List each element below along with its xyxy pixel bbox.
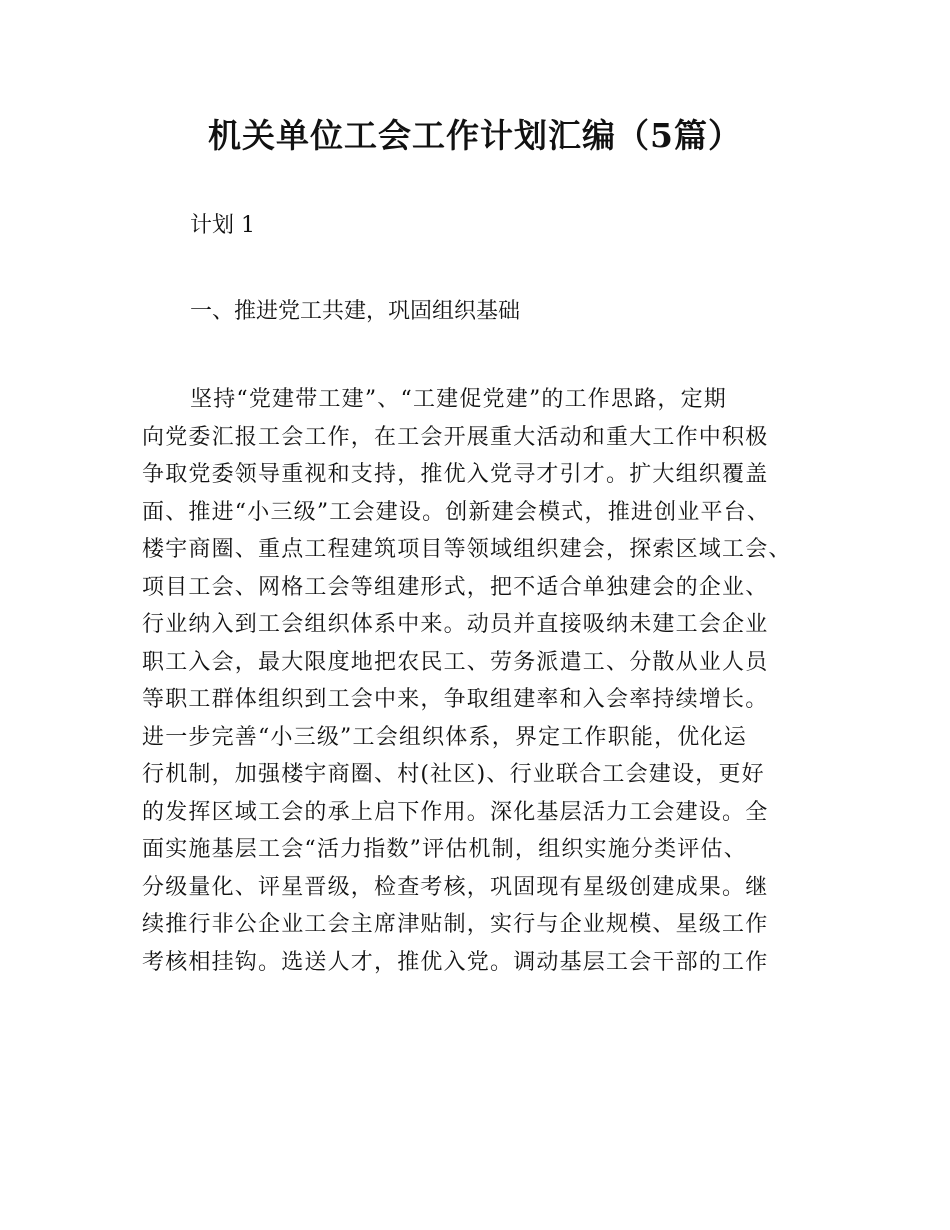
body-line: 进一步完善“小三级”工会组织体系，界定工作职能，优化运 <box>142 724 747 750</box>
body-line: 分级量化、评星晋级，检查考核，巩固现有星级创建成果。继 <box>142 874 769 900</box>
plan-label: 计划 1 <box>190 213 255 238</box>
body-line: 项目工会、网格工会等组建形式，把不适合单独建会的企业、 <box>142 574 769 600</box>
body-line: 的发挥区域工会的承上启下作用。深化基层活力工会建设。全 <box>142 799 769 825</box>
body-line: 向党委汇报工会工作，在工会开展重大活动和重大工作中积极 <box>142 424 769 450</box>
body-line: 职工入会，最大限度地把农民工、劳务派遣工、分散从业人员 <box>142 649 769 675</box>
body-paragraph <box>142 381 832 981</box>
document-title: 机关单位工会工作计划汇编（5篇） <box>208 116 742 155</box>
body-line: 行业纳入到工会组织体系中来。动员并直接吸纳未建工会企业 <box>142 612 769 637</box>
body-line: 面、推进“小三级”工会建设。创新建会模式，推进创业平台、 <box>142 499 771 525</box>
body-line: 坚持“党建带工建”、“工建促党建”的工作思路，定期 <box>190 387 727 412</box>
body-line: 续推行非公企业工会主席津贴制，实行与企业规模、星级工作 <box>142 912 769 937</box>
section-heading: 一、推进党工共建，巩固组织基础 <box>190 299 521 324</box>
body-line: 楼宇商圈、重点工程建筑项目等领域组织建会，探索区域工会、 <box>142 537 792 562</box>
body-line: 面实施基层工会“活力指数”评估机制，组织实施分类评估、 <box>142 837 747 862</box>
body-line: 争取党委领导重视和支持，推优入党寻才引才。扩大组织覆盖 <box>142 462 769 487</box>
body-line: 等职工群体组织到工会中来，争取组建率和入会率持续增长。 <box>142 687 769 712</box>
body-line: 考核相挂钩。选送人才，推优入党。调动基层工会干部的工作 <box>142 949 769 975</box>
body-line: 行机制，加强楼宇商圈、村(社区)、行业联合工会建设，更好 <box>142 762 765 787</box>
